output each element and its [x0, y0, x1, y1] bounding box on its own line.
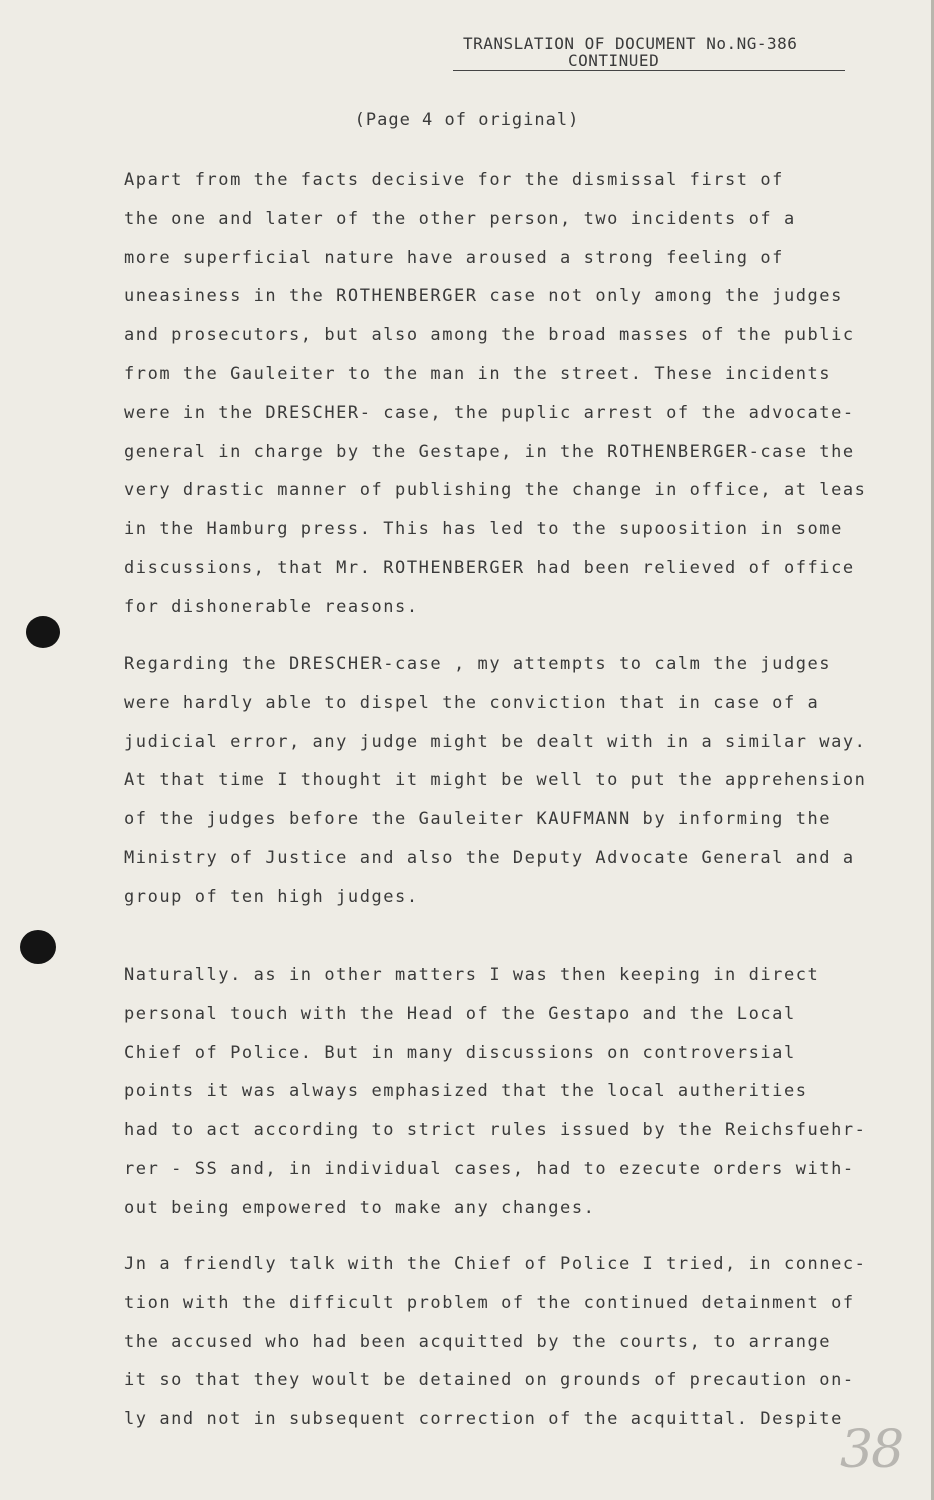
punch-hole — [20, 930, 56, 964]
punch-hole — [26, 616, 60, 648]
document-subtitle: CONTINUED — [453, 51, 845, 71]
paragraph-3: Naturally. as in other matters I was then keeping in direct personal touch with the Head of the Gestapo and the Local Chief of Police. But in many discussions on controversial points it was always emphasized that the local autherities had to act according to strict rules issued by the Reichsfuehr- rer - SS and, in individual cases, had to ezecute orders with- out being empowered to make any changes. — [124, 965, 867, 1218]
page-reference: (Page 4 of original) — [354, 110, 580, 130]
paragraph-2: Regarding the DRESCHER-case , my attempts to calm the judges were hardly able to dispel the conviction that in case of a judicial error, any judge might be dealt with in a similar way. At that time I thought it might be well to put the apprehension of the judges before the Gauleiter KAUFMANN by informing the Ministry of Justice and also the Deputy Advocate General and a group of ten high judges. — [124, 654, 867, 907]
handwritten-page-number: 38 — [840, 1420, 903, 1480]
document-header — [463, 34, 853, 71]
paragraph-4: Jn a friendly talk with the Chief of Police I tried, in connec- tion with the difficult problem of the continued detainment of the accused who had been acquitted by the courts, to arrange it so that they woult be detained on grounds of precaution on- ly and not in subsequent correction of the acquittal. Despite — [124, 1254, 867, 1430]
paragraph-1: Apart from the facts decisive for the dismissal first of the one and later of the other person, two incidents of a more superficial nature have aroused a strong feeling of uneasiness in the ROTHENBERGER case not only among the judges and prosecutors, but also among the broad masses of the public from the Gauleiter to the man in the street. These incidents were in the DRESCHER- case, the puplic arrest of the advocate- general in charge by the Gestape, in the ROTHENBERGER-case the very drastic manner of publishing the change in office, at leas in the Hamburg press. This has led to the supoosition in some discussions, that Mr. ROTHENBERGER had been relieved of office for dishonerable reasons. — [124, 170, 867, 617]
document-title: TRANSLATION OF DOCUMENT No.NG-386 — [463, 34, 798, 53]
